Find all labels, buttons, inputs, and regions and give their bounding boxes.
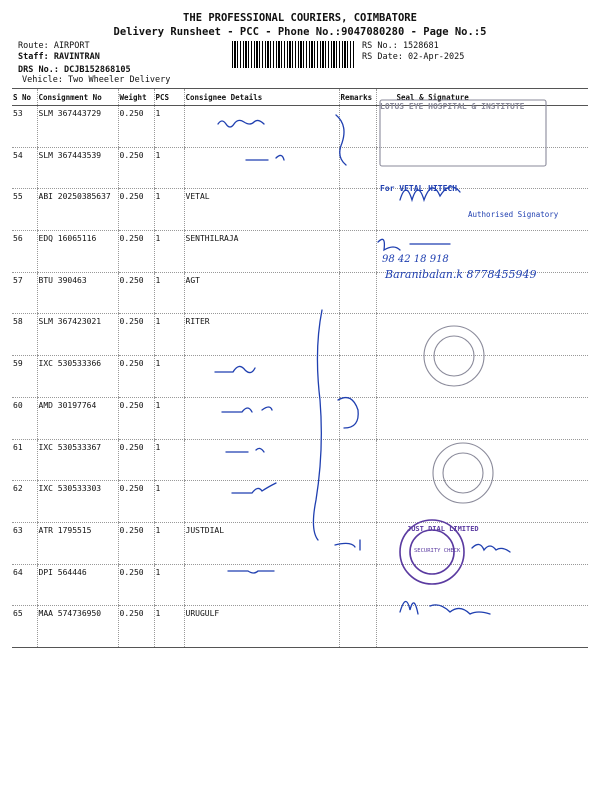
cell-weight: 0.250 [118,481,154,523]
cell-consignee [184,564,339,606]
cell-pcs: 1 [154,522,184,564]
table-row [12,356,588,398]
cell-consignee [184,481,339,523]
cell-consignment-no: SLM 367443539 [37,147,118,189]
cell-seal-signature [376,147,588,189]
cell-weight: 0.250 [118,564,154,606]
cell-weight: 0.250 [118,397,154,439]
cell-consignee: AGT [184,272,339,314]
cell-consignee [184,147,339,189]
cell-seal-signature [376,106,588,148]
cell-consignment-no: IXC 530533366 [37,356,118,398]
cell-seal-signature [376,481,588,523]
cell-sno: 53 [12,106,37,148]
justdial-stamp-text: JUST DIAL LIMITED [407,525,479,533]
table-row [12,522,588,564]
cell-pcs: 1 [154,189,184,231]
cell-remarks [339,272,376,314]
cell-remarks [339,522,376,564]
cell-pcs: 1 [154,356,184,398]
cell-consignment-no: AMD 30197764 [37,397,118,439]
cell-remarks [339,314,376,356]
cell-pcs: 1 [154,231,184,273]
cell-weight: 0.250 [118,231,154,273]
cell-remarks [339,397,376,439]
cell-consignment-no: MAA 574736950 [37,606,118,648]
table-row [12,397,588,439]
cell-sno: 55 [12,189,37,231]
table-row [12,314,588,356]
cell-seal-signature [376,564,588,606]
handwritten-phone-56: 98 42 18 918 [382,254,449,265]
cell-remarks [339,147,376,189]
cell-pcs: 1 [154,564,184,606]
cell-pcs: 1 [154,439,184,481]
cell-sno: 56 [12,231,37,273]
cell-pcs: 1 [154,606,184,648]
runsheet-subtitle: Delivery Runsheet - PCC - Phone No.:9047080280 - Page No.:5 [113,26,487,38]
handwritten-note-57: Baranibalan.k 8778455949 [385,268,537,281]
cell-remarks [339,189,376,231]
cell-seal-signature [376,231,588,273]
cell-remarks [339,356,376,398]
cell-consignment-no: BTU 390463 [37,272,118,314]
cell-seal-signature [376,356,588,398]
cell-remarks [339,231,376,273]
cell-weight: 0.250 [118,147,154,189]
cell-sno: 65 [12,606,37,648]
cell-pcs: 1 [154,106,184,148]
cell-sno: 63 [12,522,37,564]
cell-weight: 0.250 [118,106,154,148]
col-header-seal: Seal & Signature [376,89,588,106]
vetal-stamp-text: For VETAL HITECH [380,184,458,193]
cell-sno: 62 [12,481,37,523]
cell-seal-signature [376,314,588,356]
cell-weight: 0.250 [118,606,154,648]
cell-consignee: RITER [184,314,339,356]
cell-pcs: 1 [154,272,184,314]
cell-sno: 61 [12,439,37,481]
cell-weight: 0.250 [118,189,154,231]
col-header-weight: Weight [118,89,154,106]
cell-consignment-no: SLM 367443729 [37,106,118,148]
table-row [12,606,588,648]
cell-pcs: 1 [154,147,184,189]
cell-remarks [339,439,376,481]
table-row [12,147,588,189]
barcode-image [232,41,355,68]
route-label: Route: AIRPORT [18,41,90,51]
vetal-authorised-text: Authorised Signatory [468,210,559,219]
cell-consignment-no: ABI 20250385637 [37,189,118,231]
cell-sno: 64 [12,564,37,606]
table-row [12,564,588,606]
table-row [12,481,588,523]
cell-sno: 60 [12,397,37,439]
cell-consignee [184,106,339,148]
cell-weight: 0.250 [118,314,154,356]
cell-sno: 58 [12,314,37,356]
cell-consignment-no: IXC 530533367 [37,439,118,481]
cell-remarks [339,481,376,523]
col-header-consignee: Consignee Details [184,89,339,106]
cell-pcs: 1 [154,314,184,356]
cell-consignee: JUSTDIAL [184,522,339,564]
col-header-consignment: Consignment No [37,89,118,106]
cell-consignment-no: SLM 367423021 [37,314,118,356]
cell-sno: 57 [12,272,37,314]
col-header-pcs: PCS [154,89,184,106]
cell-seal-signature [376,606,588,648]
cell-consignment-no: DPI 564446 [37,564,118,606]
cell-remarks [339,606,376,648]
col-header-remarks: Remarks [339,89,376,106]
cell-remarks [339,564,376,606]
cell-consignee [184,356,339,398]
cell-consignee: VETAL [184,189,339,231]
cell-weight: 0.250 [118,356,154,398]
cell-remarks [339,106,376,148]
cell-seal-signature [376,397,588,439]
lotus-stamp-text: LOTUS EYE HOSPITAL & INSTITUTE [380,102,525,111]
cell-consignee: SENTHILRAJA [184,231,339,273]
staff-label: Staff: RAVINTRAN [18,52,100,62]
table-row [12,231,588,273]
cell-pcs: 1 [154,481,184,523]
cell-pcs: 1 [154,397,184,439]
cell-seal-signature [376,439,588,481]
cell-weight: 0.250 [118,272,154,314]
cell-consignment-no: IXC 530533303 [37,481,118,523]
cell-weight: 0.250 [118,522,154,564]
table-row [12,106,588,148]
cell-consignee: URUGULF [184,606,339,648]
justdial-stamp-inner: SECURITY CHECK [414,548,461,554]
cell-consignment-no: ATR 1795515 [37,522,118,564]
cell-consignee [184,439,339,481]
drs-number: DRS No.: DCJB152868105 [18,65,131,75]
vehicle-label: Vehicle: Two Wheeler Delivery [22,75,171,85]
table-row [12,439,588,481]
company-name: THE PROFESSIONAL COURIERS, COIMBATORE [183,12,417,24]
rs-number: RS No.: 1528681 [362,41,439,51]
cell-consignee [184,397,339,439]
cell-sno: 59 [12,356,37,398]
runsheet-table [12,88,588,648]
cell-weight: 0.250 [118,439,154,481]
cell-consignment-no: EDQ 16065116 [37,231,118,273]
rs-date: RS Date: 02-Apr-2025 [362,52,465,62]
col-header-sno: S No [12,89,37,106]
cell-sno: 54 [12,147,37,189]
